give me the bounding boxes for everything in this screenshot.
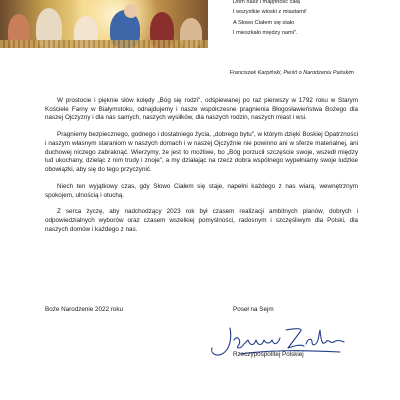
nativity-illustration [0,0,208,48]
letter-paragraph: W prostocie i pięknie słów kolędy „Bóg się rodzi", odśpiewanej po raz pierwszy w 1792 roku w Starym Kościele Farny w Białymstoku, odnajdujemy i nasze współczesne pragnienia Błogosławieństwa Bożego dla naszej Ojczyzny i dla nas samych, naszych wysiłków, dla naszych rodzin, naszych miast i wsi. [45,97,358,122]
sender-title: Rzeczypospolitej Polskiej [233,351,304,358]
poem-line: Dom nasz i majętność całą [233,0,300,5]
poem-line: I wszystkie wioski z miastami! [233,9,307,16]
letter-body [45,97,358,243]
sender-role: Poseł na Sejm [233,306,274,313]
letter-date: Boże Narodzenie 2022 roku [45,306,124,313]
letter-paragraph: Z serca życzę, aby nadchodzący 2023 rok był czasem realizacji ambitnych planów, dobrych i odpowiedzialnych wyborów oraz czasem wszelkiej pomyślności, radosnym i szczęśliwym dla Polski, dla naszych domów i każdego z nas. [45,208,358,233]
nativity-hay [0,40,208,48]
poem-line: I mieszkało między nami". [233,29,298,36]
poem-attribution: Franciszek Karpiński, Pieśń o Narodzeniu Pańskim [229,70,354,76]
poem-line: A Słowo Ciałem się stało [233,19,295,26]
letter-paragraph: Niech ten wyjątkowy czas, gdy Słowo Ciałem się staje, napełni każdego z nas wiarą, wewnętrznym spokojem, ulnością i otuchą. [45,182,358,199]
nativity-figure-head [124,4,138,18]
letter-paragraph: Pragniemy bezpiecznego, godnego i dostatniego życia, „dobrego bytu", w którym dzięki Boskiej Opatrzności i naszym własnym staraniom w naszych domach i w naszej Ojczyźnie nie powinno ani w sferze materialnej, ani duchowej niczego zabraknąć. Wierzymy, że jest to możliwe, bo „Bóg porzucił szczęście swoje, wszedł między lud ukochany, dzieląc z nim trudy i znoje", a my działając na rzecz dobra wspólnego wypełniamy swoje ludzkie obowiązki, aby się do tego przyczynić. [45,131,358,173]
poem-excerpt [233,0,307,38]
